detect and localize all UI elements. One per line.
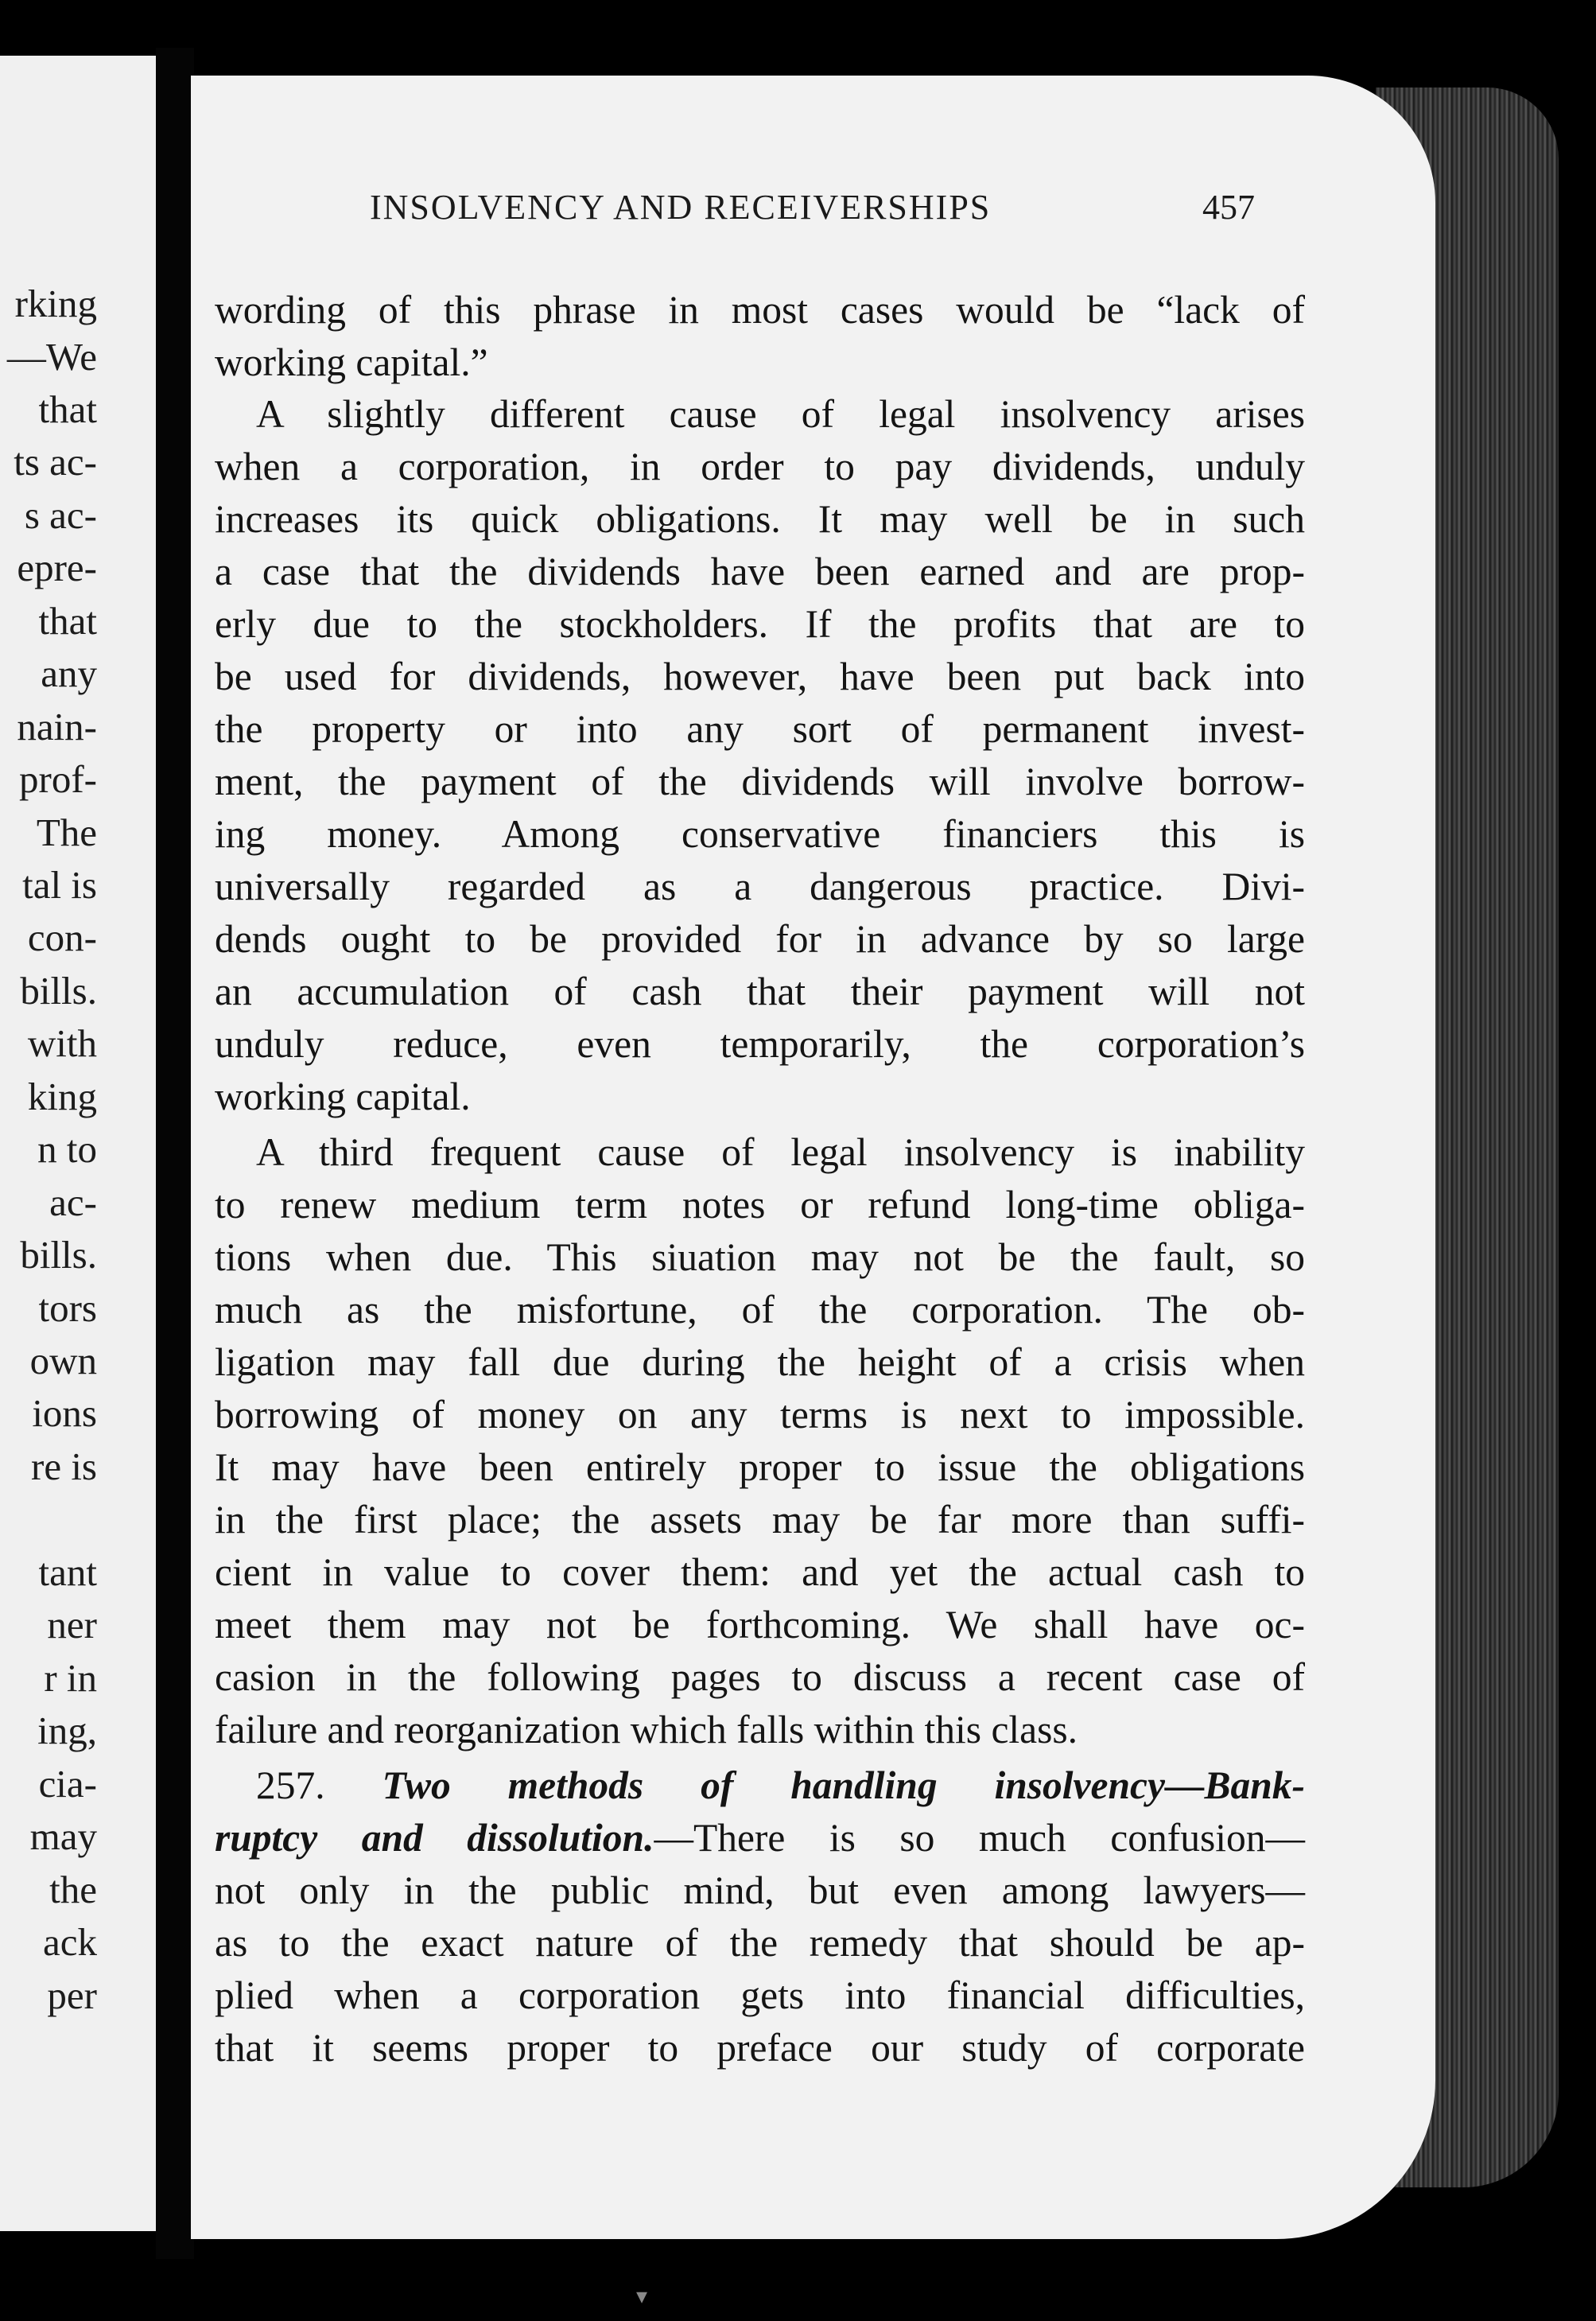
text-line: working capital. [215, 1075, 471, 1118]
facing-page-fragment: ack [43, 1920, 97, 1964]
facing-page-fragment: ac- [49, 1180, 97, 1224]
facing-page-fragment: king [27, 1075, 97, 1118]
text-line: plied when a corporation gets into financial difficulties, [215, 1973, 1305, 2017]
facing-page-fragment: con- [27, 916, 97, 959]
facing-page-fragment: with [27, 1021, 97, 1065]
text-line: universally regarded as a dangerous practice. Divi- [215, 865, 1305, 908]
running-head: INSOLVENCY AND RECEIVERSHIPS [370, 188, 992, 227]
text-line: borrowing of money on any terms is next to impossible. [215, 1393, 1305, 1437]
text-line: wording of this phrase in most cases would be “lack of [215, 288, 1305, 332]
facing-page-fragment: re is [31, 1444, 97, 1488]
facing-page-fragment: —We [6, 335, 97, 379]
text-line: ing money. Among conservative financiers this is [215, 812, 1305, 856]
text-line: that it seems proper to preface our study of corporate [215, 2026, 1305, 2070]
facing-page-fragment: the [49, 1868, 97, 1911]
facing-page-fragment: n to [37, 1127, 97, 1171]
facing-page-fragment: bills. [20, 969, 97, 1013]
facing-page-fragment: ner [47, 1603, 97, 1646]
facing-page-fragment: epre- [17, 546, 97, 589]
text-line: an accumulation of cash that their payment will not [215, 970, 1305, 1013]
text-line: A slightly different cause of legal insolvency arises [256, 392, 1305, 436]
text-line: tions when due. This siuation may not be the fault, so [215, 1235, 1305, 1279]
text-line: It may have been entirely proper to issue the obligations [215, 1445, 1305, 1489]
text-line: the property or into any sort of permanent invest- [215, 707, 1305, 751]
facing-page-fragment: bills. [20, 1233, 97, 1277]
facing-page-fragment: tal is [22, 863, 97, 907]
text-line: ment, the payment of the dividends will involve borrow- [215, 760, 1305, 803]
facing-page-fragment: r in [44, 1656, 97, 1700]
section-heading-line [256, 1762, 1305, 1810]
facing-page-fragment: rking [14, 282, 97, 325]
facing-page-fragment: The [36, 811, 97, 854]
book-gutter [156, 48, 194, 2259]
facing-page-fragment: per [47, 1973, 97, 2017]
facing-page-fragment: prof- [19, 757, 97, 801]
text-line: failure and reorganization which falls within this class. [215, 1708, 1078, 1751]
page-header [191, 187, 1435, 235]
text-line: much as the misfortune, of the corporation. The ob- [215, 1288, 1305, 1332]
text-line: dends ought to be provided for in advance by so large [215, 917, 1305, 961]
section-number: 257. [256, 1763, 325, 1807]
facing-page-fragment: tant [38, 1550, 97, 1594]
text-line: be used for dividends, however, have been put back into [215, 655, 1305, 698]
text-line: as to the exact nature of the remedy that should be ap- [215, 1921, 1305, 1965]
text-line: to renew medium term notes or refund long-time obliga- [215, 1183, 1305, 1227]
facing-page-fragment: that [38, 599, 97, 643]
text-line: meet them may not be forthcoming. We shall have oc- [215, 1603, 1305, 1646]
text-line: increases its quick obligations. It may well be in such [215, 497, 1305, 541]
facing-page-fragment: tors [38, 1286, 97, 1330]
book-page [191, 76, 1435, 2239]
facing-page-fragment: ions [32, 1391, 97, 1435]
text-line: in the first place; the assets may be far more than suffi- [215, 1498, 1305, 1542]
facing-page-fragment: may [29, 1814, 97, 1858]
facing-page-fragment: ts ac- [14, 440, 97, 484]
page-number: 457 [1202, 188, 1255, 227]
text-line: ligation may fall due during the height of a crisis when [215, 1340, 1305, 1384]
section-title-continued: ruptcy and dissolution. [215, 1816, 654, 1860]
text-line: a case that the dividends have been earned and are prop- [215, 550, 1305, 593]
scan-mark: ▾ [636, 2284, 648, 2309]
facing-page-fragment: s ac- [24, 493, 97, 537]
text-line: erly due to the stockholders. If the profits that are to [215, 602, 1305, 646]
facing-page-fragment: that [38, 387, 97, 431]
facing-page-fragment: nain- [17, 705, 97, 748]
facing-page-fragment: ing, [37, 1709, 97, 1752]
facing-page-fragment: cia- [38, 1762, 97, 1806]
text-line: when a corporation, in order to pay dividends, unduly [215, 445, 1305, 488]
section-title: Two methods of handling insolvency—Bank- [382, 1763, 1305, 1807]
text-span: —There is so much confusion— [654, 1816, 1305, 1860]
text-line: unduly reduce, even temporarily, the corporation’s [215, 1022, 1305, 1066]
text-line: cient in value to cover them: and yet the actual cash to [215, 1550, 1305, 1594]
text-line: not only in the public mind, but even among lawyers— [215, 1868, 1305, 1912]
text-line: casion in the following pages to discuss a recent case of [215, 1655, 1305, 1699]
section-heading-line [215, 1814, 1305, 1862]
facing-page-fragment: own [29, 1339, 97, 1382]
facing-page [0, 56, 161, 2231]
facing-page-fragment: any [41, 651, 97, 695]
text-line: working capital.” [215, 340, 488, 384]
text-line: A third frequent cause of legal insolvency is inability [256, 1130, 1305, 1174]
